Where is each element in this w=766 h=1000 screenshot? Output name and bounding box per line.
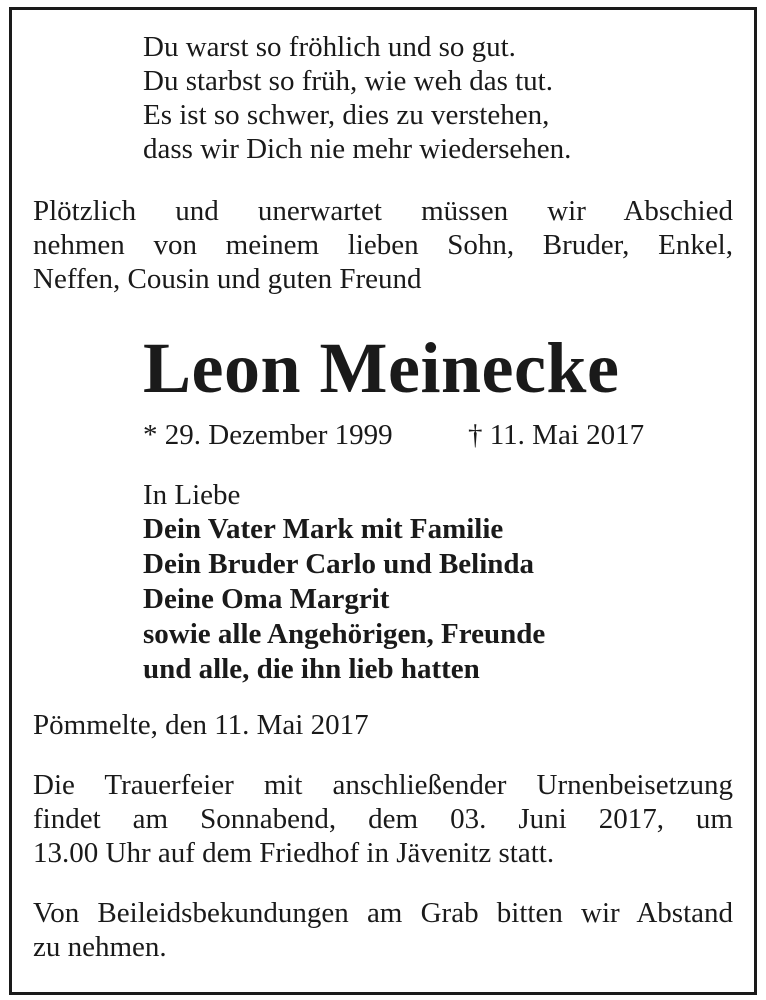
intro-line: nehmen von meinem lieben Sohn, Bruder, Enkel,	[33, 229, 733, 261]
mourner-line: Dein Bruder Carlo und Belinda	[143, 548, 535, 580]
intro-line: Neffen, Cousin und guten Freund	[33, 263, 422, 295]
place-date: Pömmelte, den 11. Mai 2017	[33, 709, 369, 741]
poem-line: Du starbst so früh, wie weh das tut.	[143, 65, 553, 97]
funeral-line: findet am Sonnabend, dem 03. Juni 2017, um	[33, 803, 733, 835]
mourner-line: sowie alle Angehörigen, Freunde	[143, 618, 546, 650]
funeral-line: 13.00 Uhr auf dem Friedhof in Jävenitz statt.	[33, 837, 555, 869]
intro-line: Plötzlich und unerwartet müssen wir Abschied	[33, 195, 733, 227]
mourner-line: Dein Vater Mark mit Familie	[143, 513, 504, 545]
condolence-line: Von Beileidsbekundungen am Grab bitten wir Abstand	[33, 897, 733, 929]
mourner-line: und alle, die ihn lieb hatten	[143, 653, 480, 685]
death-date: † 11. Mai 2017	[468, 419, 645, 451]
poem-line: Es ist so schwer, dies zu verstehen,	[143, 99, 550, 131]
poem-line: dass wir Dich nie mehr wiedersehen.	[143, 133, 572, 165]
deceased-name: Leon Meinecke	[143, 328, 620, 408]
poem-line: Du warst so fröhlich und so gut.	[143, 31, 516, 63]
birth-date: * 29. Dezember 1999	[143, 419, 393, 451]
funeral-line: Die Trauerfeier mit anschließender Urnenbeisetzung	[33, 769, 733, 801]
condolence-line: zu nehmen.	[33, 931, 167, 963]
mourners-intro: In Liebe	[143, 479, 241, 511]
mourner-line: Deine Oma Margrit	[143, 583, 390, 615]
